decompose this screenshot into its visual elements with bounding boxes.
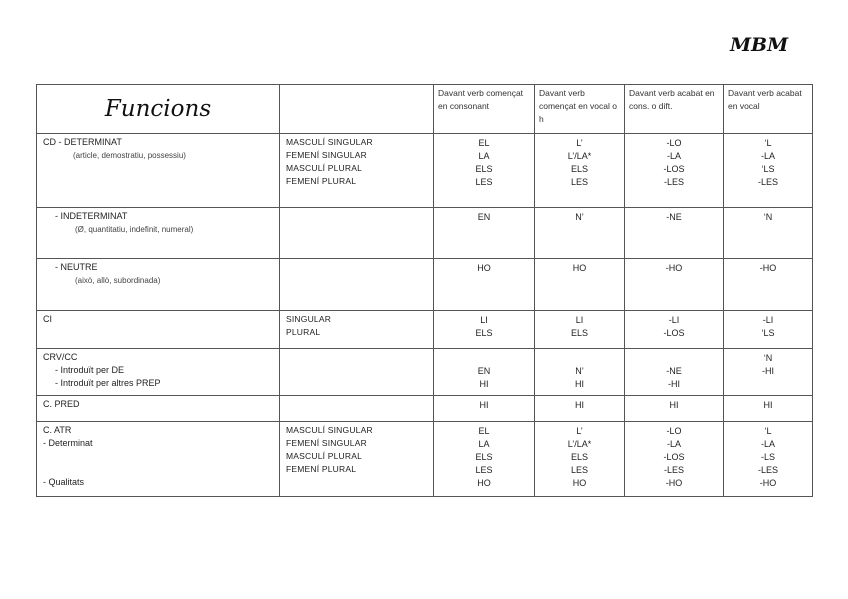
value-cell: ELS [570,164,588,174]
table-row [37,259,813,311]
value-cell: -LA [666,439,681,449]
value-cell: HI [625,396,724,422]
value-cell: LA [478,439,490,449]
value-cell [535,352,624,365]
values-col3 [625,349,724,396]
value-cell: L’ [576,138,583,148]
values-col1 [434,422,535,497]
header-col-ending-consonant: Davant verb acabat en cons. o dift. [625,85,724,134]
value-cell [625,352,723,365]
table-title: Funcions [37,85,280,134]
value-cell: HO [535,259,625,311]
value-cell: HI [724,396,813,422]
table-row [37,134,813,208]
gender-item: MASCULÍ SINGULAR [286,425,373,435]
value-cell: -HO [759,478,777,488]
values-col2 [535,134,625,208]
values-col2 [535,422,625,497]
value-cell: ELS [475,164,493,174]
table-row [37,311,813,349]
value-cell: -LA [760,151,775,161]
value-cell: -LES [757,177,778,187]
crv-item-prep: - Introduït per altres PREP [55,378,161,388]
cd-determinat-sub: (article, demostratiu, possessiu) [73,151,186,160]
value-cell: -LOS [663,164,685,174]
value-cell: EN [477,366,491,376]
gender-item: FEMENÍ PLURAL [286,464,357,474]
value-cell: -HI [668,379,680,389]
row-label-crv [37,349,280,396]
value-cell: LI [480,315,488,325]
value-cell: -LOS [663,328,685,338]
value-cell: ‘N [724,208,813,259]
value-cell: -HO [625,259,724,311]
gender-item: PLURAL [286,327,321,337]
empty-cell [280,349,434,396]
value-cell: LES [475,177,493,187]
value-cell: EL [478,138,490,148]
gender-item: MASCULÍ PLURAL [286,163,363,173]
cd-determinat-label: CD - DETERMINAT [43,137,122,147]
value-cell: L’ [576,426,583,436]
empty-cell [280,396,434,422]
value-cell: LA [478,151,490,161]
header-col-vowel: Davant verb començat en vocal o h [535,85,625,134]
values-col4 [724,134,813,208]
value-cell: ELS [475,328,493,338]
empty-cell [280,259,434,311]
value-cell: -LI [668,315,680,325]
value-cell: HI [535,396,625,422]
catr-qualitats: - Qualitats [43,477,85,487]
values-col4 [724,311,813,349]
gender-item: FEMENÍ SINGULAR [286,438,367,448]
gender-list [280,134,434,208]
value-cell: -NE [625,208,724,259]
value-cell: -LES [757,465,778,475]
row-label-catr [37,422,280,497]
value-cell: -HI [762,366,774,376]
value-cell: -LOS [663,452,685,462]
value-cell: -LA [666,151,681,161]
values-col1 [434,134,535,208]
value-cell: ‘LS [761,164,775,174]
crv-item-de: - Introduït per DE [55,365,125,375]
value-cell: -LO [666,138,682,148]
empty-cell [280,208,434,259]
value-cell: -LA [760,439,775,449]
value-cell: ‘L [764,138,772,148]
value-cell: -LS [760,452,775,462]
value-cell: LES [475,465,493,475]
value-cell: ‘N [763,353,773,363]
catr-determinat: - Determinat [43,438,93,448]
value-cell: -LO [666,426,682,436]
cd-indeterminat-sub: (Ø, quantitatiu, indefinit, numeral) [75,225,194,234]
values-col4 [724,349,813,396]
value-cell: EL [478,426,490,436]
cd-neutre-sub: (això, allò, subordinada) [75,276,161,285]
value-cell: HI [434,396,535,422]
logo-signature: MBM [730,34,789,56]
value-cell: HI [479,379,489,389]
value-cell: LES [570,465,588,475]
row-label-ci: CI [37,311,280,349]
value-cell: LI [575,315,584,325]
gender-item: FEMENÍ SINGULAR [286,150,367,160]
value-cell: HI [575,379,584,389]
values-col3 [625,311,724,349]
values-col2 [535,349,625,396]
value-cell: L’/LA* [567,151,592,161]
values-col3 [625,422,724,497]
header-row [37,85,813,134]
pronouns-table [36,84,813,497]
value-cell [434,352,534,365]
table-row [37,349,813,396]
value-cell: ‘LS [761,328,775,338]
value-cell: ELS [570,328,588,338]
values-col4 [724,422,813,497]
cd-indeterminat-label: - INDETERMINAT [55,211,128,221]
value-cell: -LES [663,465,684,475]
cd-neutre-label: - NEUTRE [55,262,98,272]
table-row [37,396,813,422]
gender-item: FEMENÍ PLURAL [286,176,357,186]
value-cell: -NE [666,366,682,376]
row-label-cd-indeterminat [37,208,280,259]
value-cell: EN [434,208,535,259]
value-cell: HO [477,478,491,488]
value-cell: -HO [724,259,813,311]
table-row [37,208,813,259]
table-row [37,422,813,497]
values-col1 [434,349,535,396]
value-cell: L’/LA* [567,439,592,449]
values-col1 [434,311,535,349]
catr-label: C. ATR [43,425,72,435]
values-col2 [535,311,625,349]
value-cell: ELS [475,452,493,462]
row-label-cpred: C. PRED [37,396,280,422]
value-cell: HO [572,478,587,488]
value-cell: LES [570,177,588,187]
gender-list [280,422,434,497]
gender-item: SINGULAR [286,314,332,324]
value-cell: N’ [535,208,625,259]
header-col-ending-vowel: Davant verb acabat en vocal [724,85,813,134]
value-cell: -HO [665,478,683,488]
value-cell: HO [434,259,535,311]
gender-list [280,311,434,349]
value-cell: N’ [575,366,584,376]
header-col-consonant: Davant verb començat en consonant [434,85,535,134]
row-label-cd-determinat [37,134,280,208]
row-label-cd-neutre [37,259,280,311]
value-cell: -LI [762,315,774,325]
header-empty-cell [280,85,434,134]
values-col3 [625,134,724,208]
value-cell: -LES [663,177,684,187]
value-cell: ELS [570,452,588,462]
gender-item: MASCULÍ SINGULAR [286,137,373,147]
gender-item: MASCULÍ PLURAL [286,451,363,461]
crv-label: CRV/CC [43,352,78,362]
value-cell: ‘L [764,426,772,436]
